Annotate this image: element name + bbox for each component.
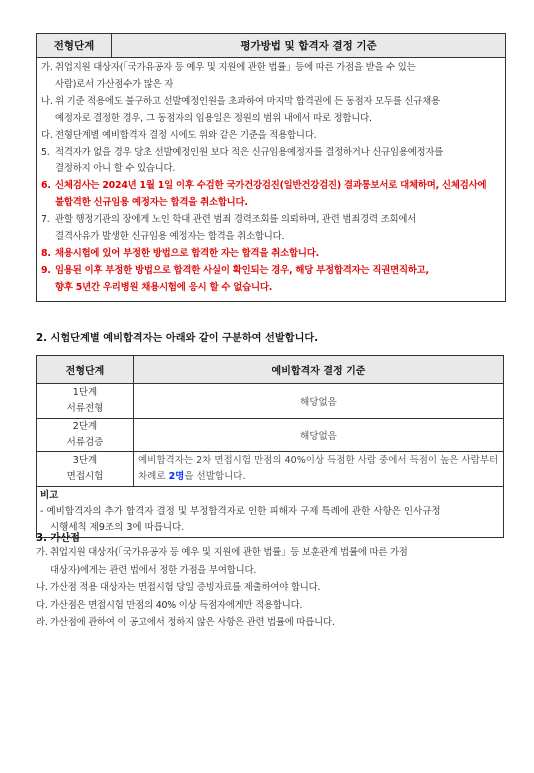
item-line: 취업지원 대상자(「국가유공자 등 예우 및 지원에 관한 법률」등 보훈관계 법률에 따른 가점 [50, 547, 408, 558]
criteria-list [37, 58, 505, 301]
table-row [37, 452, 504, 487]
item-marker: 다. [41, 129, 53, 141]
evaluation-criteria-table [36, 33, 506, 302]
item-text [55, 60, 502, 94]
item-marker: 7. [41, 214, 50, 226]
note-cell [37, 487, 504, 538]
item-line: 위 기준 적용에도 불구하고 선발예정인원을 초과하여 마지막 합격권에 든 동점자 모두를 신규채용 [55, 95, 440, 107]
item-line: 불합격한 신규임용 예정자는 합격을 취소합니다. [55, 197, 248, 209]
criteria-cell: 해당없음 [134, 419, 504, 452]
item-line: 향후 5년간 우리병원 채용시험에 응시 할 수 없습니다. [55, 281, 273, 293]
item-line: 적격자가 없을 경우 당초 선발예정인원 보다 적은 신규임용예정자를 결정하거나 신규임용예정자를 [55, 146, 444, 158]
item-text [50, 597, 504, 615]
list-item [41, 212, 502, 246]
item-line: 신체검사는 2024년 1월 1일 이후 수검한 국가건강검진(일반건강검진) 결과통보서로 대체하며, 신체검사에 [55, 180, 487, 192]
item-line: 임용된 이후 부정한 방법으로 합격한 사실이 확인되는 경우, 해당 부정합격자는 직권면직하고, [55, 264, 429, 276]
item-text [55, 263, 502, 297]
selection-count: 2명 [168, 471, 185, 482]
table-row [37, 384, 504, 419]
item-line: 관할 행정기관의 장에게 노인 학대 관련 범죄 경력조회를 의뢰하며, 관련 범죄경력 조회에서 [55, 214, 417, 226]
list-item [41, 246, 502, 263]
item-marker: 6. [41, 180, 51, 192]
criteria-line [138, 469, 499, 486]
stage-number: 1단계 [72, 387, 98, 398]
item-text [55, 178, 502, 212]
criteria-cell [134, 452, 504, 487]
stage-name: 서류검증 [66, 437, 104, 448]
item-line: 가산점에 관하여 이 공고에서 정하지 않은 사항은 관련 법률에 따릅니다. [50, 617, 335, 628]
note-text: - 예비합격자의 추가 합격자 결정 및 부정합격자로 인한 피해자 구제 특례에 관한 사항은 인사규정 [40, 506, 441, 517]
list-item [41, 178, 502, 212]
stage-name: 서류전형 [66, 403, 104, 414]
header-stage: 전형단계 [37, 356, 134, 384]
item-line: 가산점은 면접시험 만점의 40% 이상 득점자에게만 적용합니다. [50, 599, 303, 611]
table-header [37, 34, 505, 58]
item-line: 채용시험에 있어 부정한 방법으로 합격한 자는 합격을 취소합니다. [55, 247, 319, 259]
note-row [37, 487, 504, 538]
criteria-text: 을 선발합니다. [184, 471, 246, 482]
item-marker: 나. [36, 582, 48, 593]
item-marker: 다. [36, 599, 48, 611]
note-text: 시행세칙 제9조의 3에 따릅니다. [50, 522, 185, 533]
list-item [41, 60, 502, 94]
section2-heading: 2. 시험단계별 예비합격자는 아래와 같이 구분하여 선발합니다. [36, 333, 319, 344]
section3-heading: 3. 가산점 [36, 533, 81, 544]
stage-cell [37, 419, 134, 452]
header-stage: 전형단계 [37, 34, 112, 57]
item-text [55, 94, 502, 128]
item-line: 가산점 적용 대상자는 면접시험 당일 증빙자료를 제출하여야 합니다. [50, 582, 321, 593]
item-marker: 가. [41, 62, 53, 73]
item-text [50, 544, 504, 579]
criteria-line: 예비합격자는 2차 면접시험 만점의 40%이상 득점한 사람 중에서 득점이 높은 사람부터 [138, 454, 499, 466]
item-marker: 나. [41, 95, 53, 107]
item-line: 대상자)에게는 관련 법에서 정한 가점을 부여합니다. [50, 564, 257, 576]
item-line: 취업지원 대상자(「국가유공자 등 예우 및 지원에 관한 법률」등에 따른 가점을 받을 수 있는 [55, 62, 416, 73]
bonus-points-list [36, 544, 504, 632]
header-criteria: 평가방법 및 합격자 결정 기준 [112, 34, 505, 57]
list-item [41, 145, 502, 179]
header-criteria: 예비합격자 결정 기준 [134, 356, 504, 384]
stage-cell [37, 384, 134, 419]
item-marker: 8. [41, 247, 51, 259]
reserve-candidate-table [36, 355, 504, 538]
item-marker: 가. [36, 547, 48, 558]
item-marker: 9. [41, 264, 51, 276]
item-line: 결격사유가 발생한 신규임용 예정자는 합격을 취소합니다. [55, 231, 285, 243]
list-item [41, 128, 502, 145]
item-text [55, 128, 502, 145]
stage-name: 면접시험 [66, 471, 104, 482]
list-item [36, 544, 504, 579]
stage-number: 3단계 [72, 455, 98, 466]
table-row [37, 419, 504, 452]
item-line: 결정하지 아니 할 수 있습니다. [55, 163, 176, 175]
list-item [41, 263, 502, 297]
item-marker: 5. [41, 146, 50, 158]
stage-cell [37, 452, 134, 487]
note-label: 비고 [40, 490, 59, 501]
criteria-text: 차례로 [138, 471, 169, 482]
item-text [50, 579, 504, 597]
item-text [55, 246, 502, 263]
item-text [55, 145, 502, 179]
item-text [55, 212, 502, 246]
list-item [36, 614, 504, 632]
criteria-cell: 해당없음 [134, 384, 504, 419]
item-line: 예정자로 결정한 경우, 그 동점자의 임용일은 정원의 범위 내에서 따로 정합니다. [55, 112, 372, 124]
item-marker: 라. [36, 617, 48, 628]
item-line: 전형단계별 예비합격자 결정 시에도 위와 같은 기준을 적용합니다. [55, 129, 317, 141]
stage-number: 2단계 [72, 421, 98, 432]
list-item [36, 579, 504, 597]
list-item [41, 94, 502, 128]
item-text [50, 614, 504, 632]
table-header-row [37, 356, 504, 384]
item-line: 사람)로서 가산점수가 많은 자 [55, 78, 174, 90]
list-item [36, 597, 504, 615]
